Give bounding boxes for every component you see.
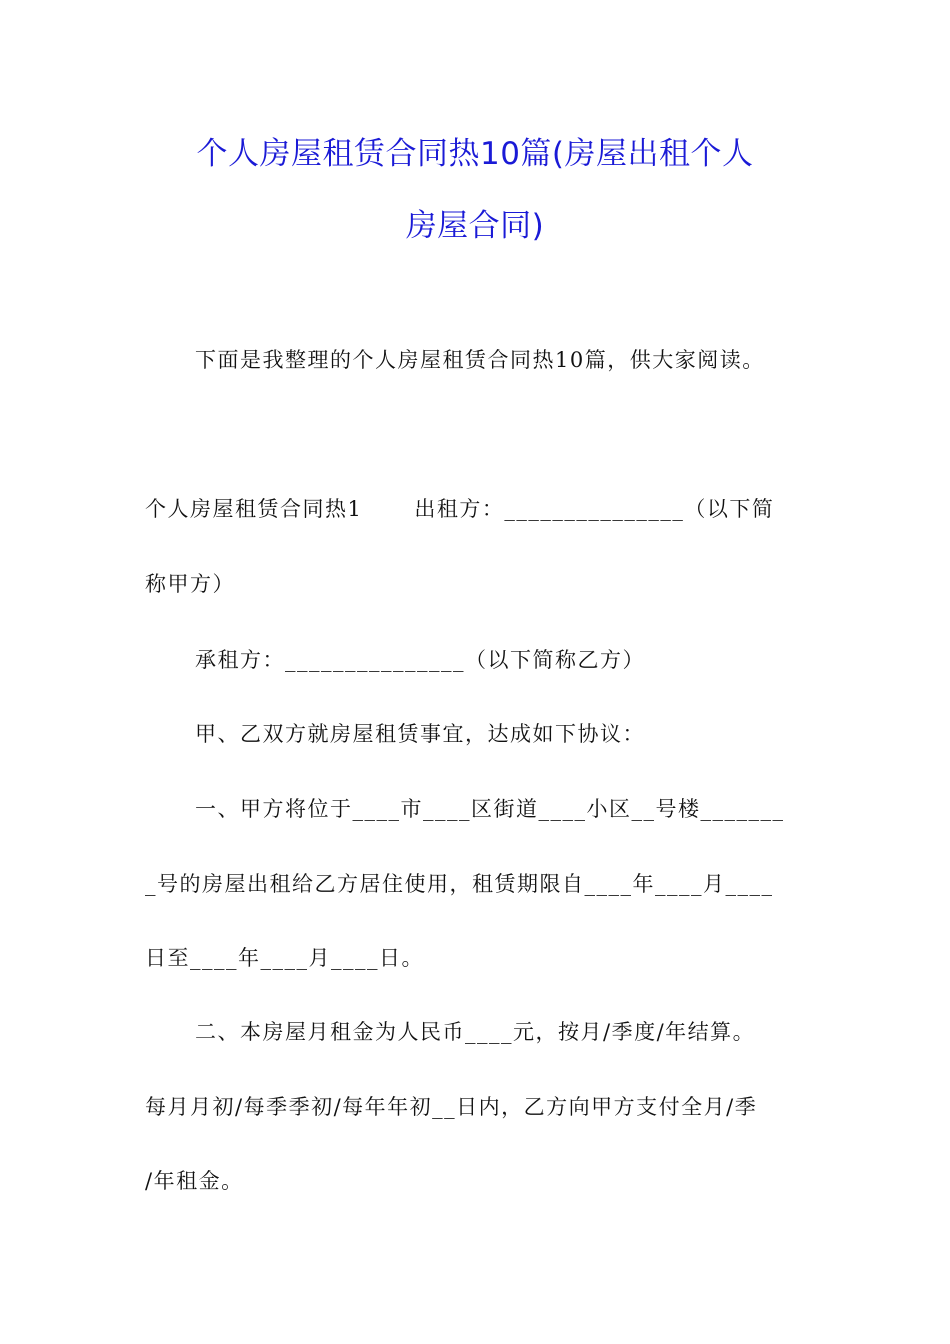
clause-2-line-1: 二、本房屋月租金为人民币____元，按月/季度/年结算。 — [195, 1020, 756, 1044]
section-1-heading: 个人房屋租赁合同热1 — [145, 497, 363, 521]
clause-1-line-2: _号的房屋出租给乙方居住使用，租赁期限自____年____月____ — [145, 872, 774, 896]
clause-2-line-2: 每月月初/每季季初/每年年初__日内，乙方向甲方支付全月/季 — [145, 1095, 758, 1119]
intro-paragraph: 下面是我整理的个人房屋租赁合同热10篇，供大家阅读。 — [195, 348, 765, 372]
document-title-line-1: 个人房屋租赁合同热10篇(房屋出租个人 — [196, 136, 754, 172]
lessee-line: 承租方：_______________（以下简称乙方） — [195, 648, 645, 672]
document-title-line-2: 房屋合同) — [405, 208, 545, 244]
lessor-line-continuation: 称甲方） — [145, 572, 235, 596]
clause-1-line-3: 日至____年____月____日。 — [145, 946, 424, 970]
section-1-first-line — [145, 494, 810, 524]
clause-1-line-1: 一、甲方将位于____市____区街道____小区__号楼_______ — [195, 797, 785, 821]
agreement-line: 甲、乙双方就房屋租赁事宜，达成如下协议： — [195, 722, 645, 746]
clause-2-line-3: /年租金。 — [145, 1169, 244, 1193]
lessor-line: 出租方：_______________（以下简 — [414, 497, 775, 521]
